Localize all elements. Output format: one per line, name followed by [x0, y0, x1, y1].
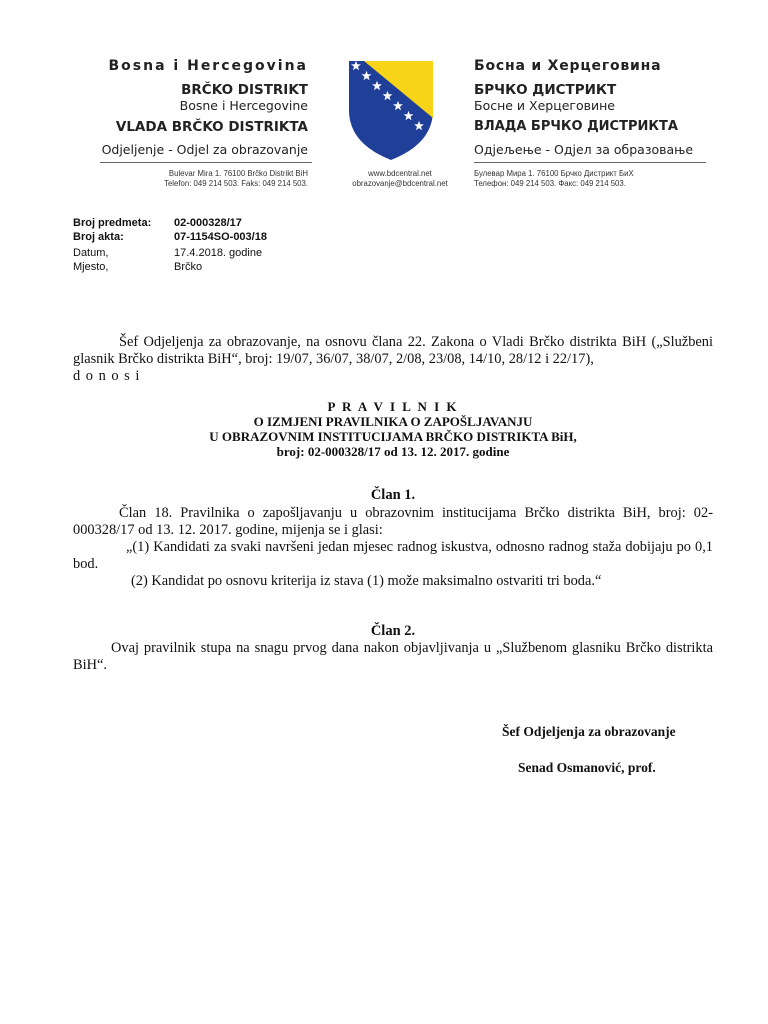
clan2-paragraph: Ovaj pravilnik stupa na snagu prvog dana nakon objavljivanja u „Službenom glasniku Brčko distrikta BiH“.	[73, 640, 713, 673]
document-title: P R A V I L N I K	[327, 399, 459, 414]
letterhead-right-department: Одјељење - Одјел за образовање	[474, 142, 694, 157]
datum-value: 17.4.2018. godine	[174, 247, 263, 259]
broj-akta-label: Broj akta:	[73, 231, 124, 243]
document-subtitle-3: broj: 02-000328/17 od 13. 12. 2017. godine	[276, 444, 510, 459]
signature-title: Šef Odjeljenja za obrazovanje	[502, 724, 676, 739]
datum-label: Datum,	[73, 247, 109, 259]
clan2-heading: Član 2.	[370, 623, 416, 639]
letterhead-left-district: BRČKO DISTRIKT	[181, 82, 308, 98]
clan1-heading: Član 1.	[370, 487, 416, 503]
signature-name: Senad Osmanović, prof.	[518, 760, 656, 775]
clan1-paragraph: Član 18. Pravilnika o zapošljavanju u obrazovnim institucijama Brčko distrikta BiH, broj: 02-000328/17 od 13. 12. 2017. godine, mijenja se i glasi:	[73, 505, 713, 538]
mjesto-label: Mjesto,	[73, 261, 109, 273]
document-subtitle-2: U OBRAZOVNIM INSTITUCIJAMA BRČKO DISTRIKTA BiH,	[209, 429, 577, 444]
letterhead-website: www.bdcentral.net	[368, 169, 432, 178]
clan1-point-1: „(1) Kandidati za svaki navršeni jedan mjesec radnog iskustva, odnosno radnog staža dobijaju po 0,1 bod.	[73, 539, 713, 572]
letterhead-right-government: ВЛАДА БРЧКО ДИСТРИКТА	[474, 119, 678, 134]
letterhead-right-phone: Телефон: 049 214 503. Факс: 049 214 503.	[474, 179, 626, 188]
letterhead-right-district: БРЧКО ДИСТРИКТ	[474, 82, 617, 98]
broj-predmeta-label: Broj predmeta:	[73, 217, 152, 229]
letterhead-right-address: Булевар Мира 1. 76100 Брчко Дистрикт БиХ	[474, 169, 634, 178]
letterhead-left-government: VLADA BRČKO DISTRIKTA	[115, 119, 308, 135]
letterhead-left-phone: Telefon: 049 214 503. Faks: 049 214 503.	[164, 179, 308, 188]
coat-of-arms-icon	[346, 58, 436, 162]
intro-donosi: d o n o s i	[73, 368, 141, 384]
document-subtitle-1: O IZMJENI PRAVILNIKA O ZAPOŠLJAVANJU	[253, 414, 533, 429]
letterhead-right-country: Босна и Херцеговина	[474, 58, 662, 74]
broj-predmeta-value: 02-000328/17	[174, 217, 242, 229]
letterhead-left-address: Bulevar Mira 1. 76100 Brčko Distrikt BiH	[168, 169, 308, 178]
letterhead-right-rule	[474, 162, 706, 163]
letterhead-left-country: Bosna i Hercegovina	[108, 58, 308, 74]
clan1-point-2: (2) Kandidat po osnovu kriterija iz stava (1) može maksimalno ostvariti tri boda.“	[131, 573, 602, 589]
letterhead-left-department: Odjeljenje - Odjel za obrazovanje	[101, 142, 308, 157]
intro-paragraph: Šef Odjeljenja za obrazovanje, na osnovu člana 22. Zakona o Vladi Brčko distrikta BiH („Službeni glasnik Brčko distrikta BiH“, broj: 19/07, 36/07, 38/07, 2/08, 23/08, 14/10, 28/12 i 22/17),	[73, 334, 713, 367]
letterhead-left-rule	[100, 162, 312, 163]
meta-block	[73, 216, 373, 276]
letterhead-right-district-sub: Босне и Херцеговине	[474, 98, 615, 113]
letterhead-left-district-sub: Bosne i Hercegovine	[179, 98, 308, 113]
broj-akta-value: 07-1154SO-003/18	[174, 231, 267, 243]
mjesto-value: Brčko	[174, 261, 203, 273]
letterhead-email: obrazovanje@bdcentral.net	[352, 179, 448, 188]
